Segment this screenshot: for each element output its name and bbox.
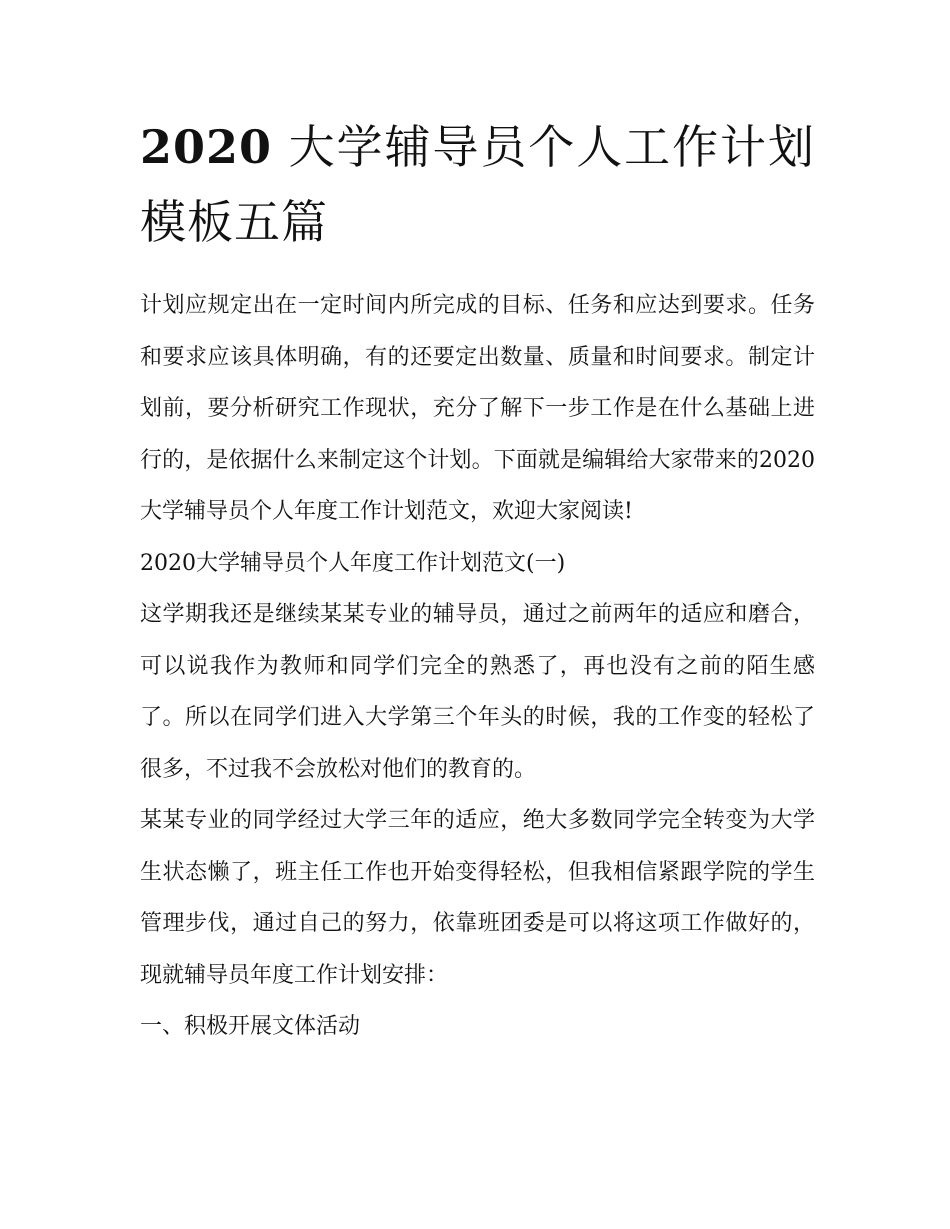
intro-paragraph: 计划应规定出在一定时间内所完成的目标、任务和应达到要求。任务和要求应该具体明确，有的还要定出数量、质量和时间要求。制定计划前，要分析研究工作现状，充分了解下一步工作是在什么基础上进行的，是依据什么来制定这个计划。下面就是编辑给大家带来的2020大学辅导员个人年度工作计划范文，欢迎大家阅读! (140, 293, 815, 524)
subsection-heading: 一、积极开展文体活动 (140, 1014, 361, 1039)
body-paragraph: 某某专业的同学经过大学三年的适应，绝大多数同学完全转变为大学生状态懒了，班主任工作也开始变得轻松，但我相信紧跟学院的学生管理步伐，通过自己的努力，依靠班团委是可以将这项工作做好的，现就辅导员年度工作计划安排： (140, 808, 815, 988)
title-text: 大学辅导员个人工作计划模板五篇 (140, 120, 815, 249)
document-body (140, 280, 815, 1053)
title-year: 2020 (140, 120, 273, 174)
document-title (140, 110, 815, 260)
document-page (140, 110, 815, 1053)
section-heading: 2020大学辅导员个人年度工作计划范文(一) (140, 550, 566, 576)
body-paragraph: 这学期我还是继续某某专业的辅导员，通过之前两年的适应和磨合，可以说我作为教师和同学们完全的熟悉了，再也没有之前的陌生感了。所以在同学们进入大学第三个年头的时候，我的工作变的轻松了很多，不过我不会放松对他们的教育的。 (140, 602, 815, 782)
